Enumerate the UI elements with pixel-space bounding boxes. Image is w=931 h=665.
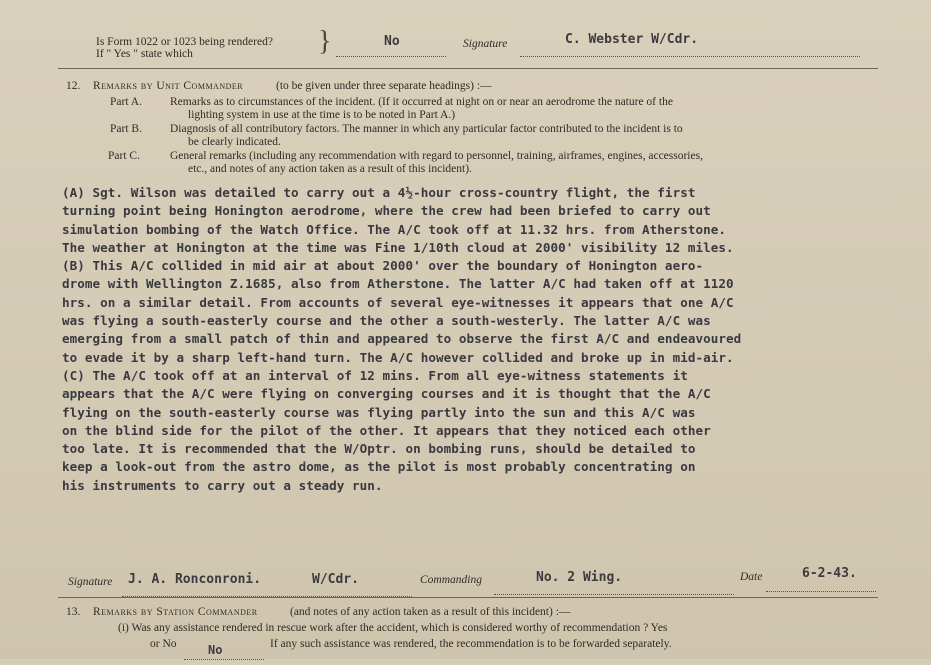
part-b-text1: Diagnosis of all contributory factors. The manner in which any particular factor contributed to the incident is to [170,123,683,135]
signature-value-top: C. Webster W/Cdr. [565,32,699,47]
typed-line: simulation bombing of the Watch Office. The A/C took off at 11.32 hrs. from Atherstone. [62,221,726,237]
commanding-label: Commanding [420,574,482,586]
form-question-line2: If " Yes " state which [96,48,193,60]
typed-line: The weather at Honington at the time was Fine 1/10th cloud at 2000' visibility 12 miles. [62,239,734,255]
section12-heading-rest: (to be given under three separate headings) :— [276,80,492,92]
typed-line: was flying a south-easterly course and the other a south-westerly. The latter A/C was [62,313,711,329]
part-a-text2: lighting system in use at the time is to be noted in Part A.) [188,109,456,121]
date-value: 6-2-43. [802,566,857,581]
form-answer: No [384,34,400,49]
part-b-text2: be clearly indicated. [188,136,281,148]
section13-answer: No [208,643,223,657]
part-b-label: Part B. [110,123,142,135]
part-c-label: Part C. [108,150,140,162]
section13-heading: Remarks by Station Commander [93,606,258,618]
typed-line: too late. It is recommended that the W/Optr. on bombing runs, should be detailed to [62,441,696,457]
brace-mark: } [318,26,332,57]
typed-line: his instruments to carry out a steady run. [62,477,383,493]
signature-label-12: Signature [68,576,113,588]
typed-line: appears that the A/C were flying on converging courses and it is thought that the A/C [62,386,711,402]
divider-bottom [58,597,878,598]
section13-note: If any such assistance was rendered, the recommendation is to be forwarded separately. [270,638,672,650]
section13-question1: (i) Was any assistance rendered in rescue work after the accident, which is considered worthy of recommendation ? Yes [118,622,668,634]
typed-line: drome with Wellington Z.1685, also from Atherstone. The latter A/C had taken off at 1120 [62,276,734,292]
typed-line: to evade it by a sharp left-hand turn. The A/C however collided and broke up in mid-air. [62,349,734,365]
typed-line: hrs. on a similar detail. From accounts of several eye-witnesses it appears that one A/C [62,294,734,310]
part-a-label: Part A. [110,96,142,108]
typed-line: (C) The A/C took off at an interval of 12 mins. From all eye-witness statements it [62,367,688,383]
typed-line: (B) This A/C collided in mid air at about 2000' over the boundary of Honington aero- [62,258,704,274]
section13-answer-dots [184,647,264,665]
part-c-text2: etc., and notes of any action taken as a result of this incident). [188,163,472,175]
signature-rank-12: W/Cdr. [312,572,359,587]
section13-question1-cont: or No [150,638,177,650]
typed-line: keep a look-out from the astro dome, as the pilot is most probably concentrating on [62,459,696,475]
part-c-text1: General remarks (including any recommendation with regard to personnel, training, airframes, engines, accessories, [170,150,703,162]
part-a-text1: Remarks as to circumstances of the incident. (If it occurred at night on or near an aerodrome the nature of the [170,96,673,108]
commanding-value: No. 2 Wing. [536,570,623,585]
divider-top [58,68,878,69]
date-label: Date [740,571,763,583]
section13-heading-rest: (and notes of any action taken as a result of this incident) :— [290,606,571,618]
signature-label-top: Signature [463,38,508,50]
typed-line: on the blind side for the pilot of the other. It appears that they noticed each other [62,422,711,438]
section12-number: 12. [66,80,81,92]
typed-line: flying on the south-easterly course was flying partly into the sun and this A/C was [62,404,696,420]
typed-line: (A) Sgt. Wilson was detailed to carry out a 4½-hour cross-country flight, the first [62,185,696,200]
typed-remarks [62,184,922,495]
signature-value-12: J. A. Ronconroni. [128,572,262,587]
section12-heading: Remarks by Unit Commander [93,80,244,92]
typed-line: emerging from a small patch of thin and appeared to observe the first A/C and endeavoured [62,331,742,347]
section13-number: 13. [66,606,81,618]
form-question-line1: Is Form 1022 or 1023 being rendered? [96,36,273,48]
date-dots [766,579,876,597]
typed-line: turning point being Honington aerodrome, where the crew had been briefed to carry out [62,203,711,219]
